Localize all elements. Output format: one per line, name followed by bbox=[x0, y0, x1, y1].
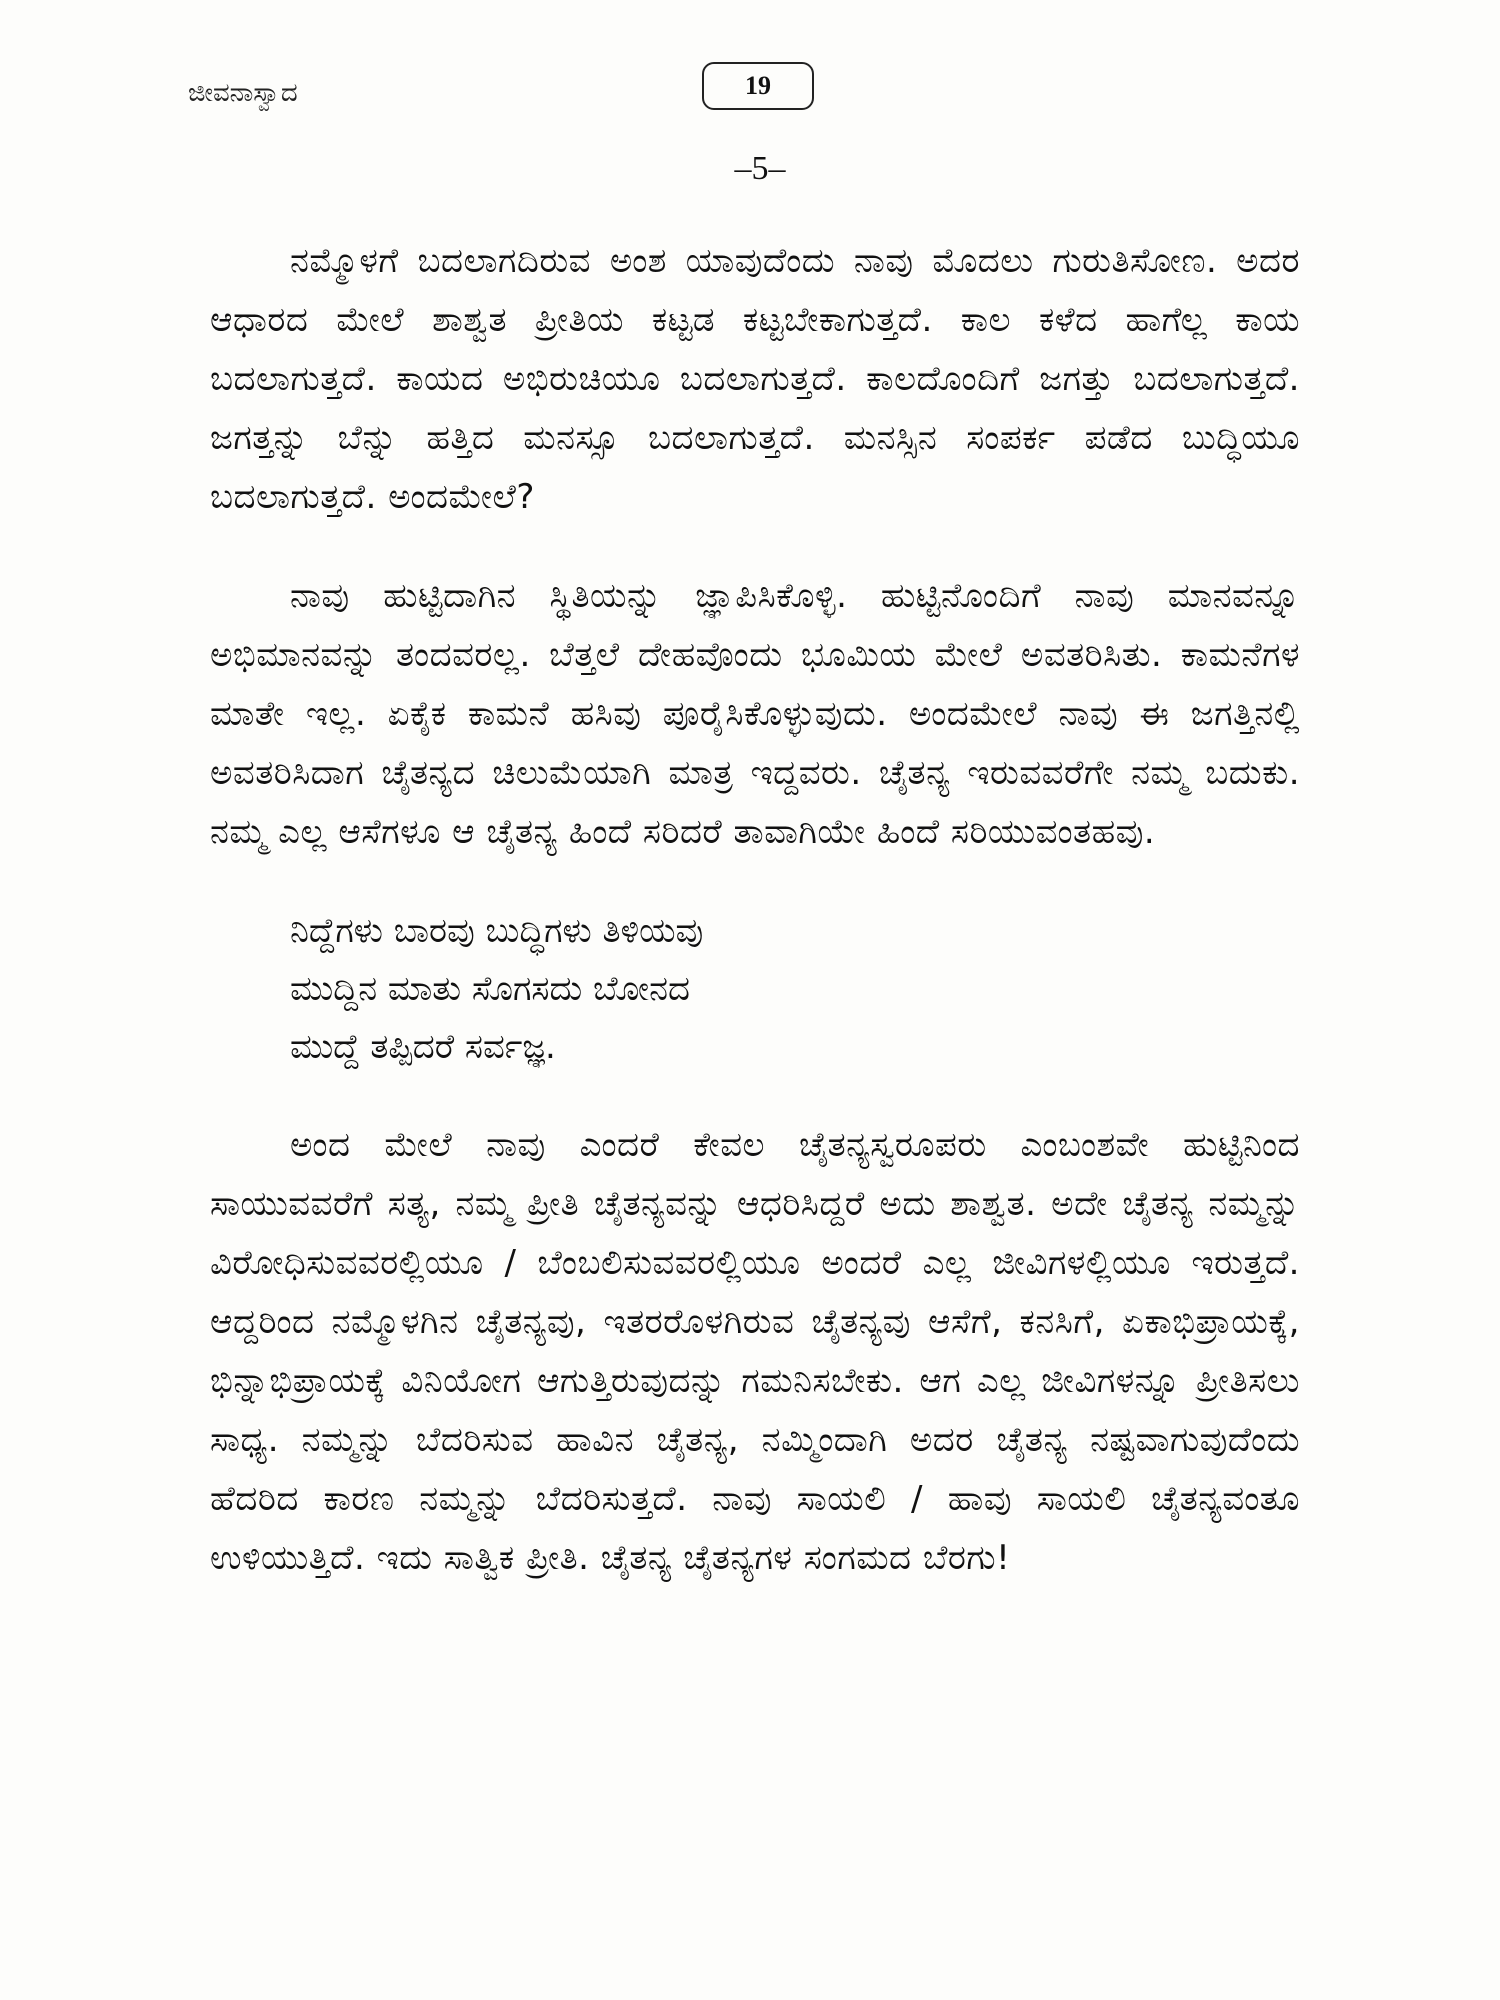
chapter-number: –5– bbox=[734, 150, 786, 187]
running-title: ಜೀವನಾಸ್ವಾದ bbox=[188, 78, 298, 108]
paragraph-3: ಅಂದ ಮೇಲೆ ನಾವು ಎಂದರೆ ಕೇವಲ ಚೈತನ್ಯಸ್ವರೂಪರು ಎಂಬಂಶವೇ ಹುಟ್ಟಿನಿಂದ ಸಾಯುವವರೆಗೆ ಸತ್ಯ, ನಮ್ಮ ಪ್ರೀತಿ ಚೈತನ್ಯವನ್ನು ಆಧರಿಸಿದ್ದರೆ ಅದು ಶಾಶ್ವತ. ಅದೇ ಚೈತನ್ಯ ನಮ್ಮನ್ನು ವಿರೋಧಿಸುವವರಲ್ಲಿಯೂ / ಬೆಂಬಲಿಸುವವರಲ್ಲಿಯೂ ಅಂದರೆ ಎಲ್ಲ ಜೀವಿಗಳಲ್ಲಿಯೂ ಇರುತ್ತದೆ. ಆದ್ದರಿಂದ ನಮ್ಮೊಳಗಿನ ಚೈತನ್ಯವು, ಇತರರೊಳಗಿರುವ ಚೈತನ್ಯವು ಆಸೆಗೆ, ಕನಸಿಗೆ, ಏಕಾಭಿಪ್ರಾಯಕ್ಕೆ, ಭಿನ್ನಾಭಿಪ್ರಾಯಕ್ಕೆ ವಿನಿಯೋಗ ಆಗುತ್ತಿರುವುದನ್ನು ಗಮನಿಸಬೇಕು. ಆಗ ಎಲ್ಲ ಜೀವಿಗಳನ್ನೂ ಪ್ರೀತಿಸಲು ಸಾಧ್ಯ. ನಮ್ಮನ್ನು ಬೆದರಿಸುವ ಹಾವಿನ ಚೈತನ್ಯ, ನಮ್ಮಿಂದಾಗಿ ಅದರ ಚೈತನ್ಯ ನಷ್ಟವಾಗುವುದೆಂದು ಹೆದರಿದ ಕಾರಣ ನಮ್ಮನ್ನು ಬೆದರಿಸುತ್ತದೆ. ನಾವು ಸಾಯಲಿ / ಹಾವು ಸಾಯಲಿ ಚೈತನ್ಯವಂತೂ ಉಳಿಯುತ್ತಿದೆ. ಇದು ಸಾತ್ವಿಕ ಪ್ರೀತಿ. ಚೈತನ್ಯ ಚೈತನ್ಯಗಳ ಸಂಗಮದ ಬೆರಗು! bbox=[210, 1125, 1300, 1578]
paragraph-2: ನಾವು ಹುಟ್ಟಿದಾಗಿನ ಸ್ಥಿತಿಯನ್ನು ಜ್ಞಾಪಿಸಿಕೊಳ್ಳಿ. ಹುಟ್ಟಿನೊಂದಿಗೆ ನಾವು ಮಾನವನ್ನೂ ಅಭಿಮಾನವನ್ನು ತಂದವರಲ್ಲ. ಬೆತ್ತಲೆ ದೇಹವೊಂದು ಭೂಮಿಯ ಮೇಲೆ ಅವತರಿಸಿತು. ಕಾಮನೆಗಳ ಮಾತೇ ಇಲ್ಲ. ಏಕೈಕ ಕಾಮನೆ ಹಸಿವು ಪೂರೈಸಿಕೊಳ್ಳುವುದು. ಅಂದಮೇಲೆ ನಾವು ಈ ಜಗತ್ತಿನಲ್ಲಿ ಅವತರಿಸಿದಾಗ ಚೈತನ್ಯದ ಚಿಲುಮೆಯಾಗಿ ಮಾತ್ರ ಇದ್ದವರು. ಚೈತನ್ಯ ಇರುವವರೆಗೇ ನಮ್ಮ ಬದುಕು. ನಮ್ಮ ಎಲ್ಲ ಆಸೆಗಳೂ ಆ ಚೈತನ್ಯ ಹಿಂದೆ ಸರಿದರೆ ತಾವಾಗಿಯೇ ಹಿಂದೆ ಸರಿಯುವಂತಹವು. bbox=[210, 576, 1300, 852]
verse-block bbox=[210, 902, 1300, 1076]
body-text bbox=[210, 232, 1300, 1588]
paragraph-1: ನಮ್ಮೊಳಗೆ ಬದಲಾಗದಿರುವ ಅಂಶ ಯಾವುದೆಂದು ನಾವು ಮೊದಲು ಗುರುತಿಸೋಣ. ಅದರ ಆಧಾರದ ಮೇಲೆ ಶಾಶ್ವತ ಪ್ರೀತಿಯ ಕಟ್ಟಡ ಕಟ್ಟಬೇಕಾಗುತ್ತದೆ. ಕಾಲ ಕಳೆದ ಹಾಗೆಲ್ಲ ಕಾಯ ಬದಲಾಗುತ್ತದೆ. ಕಾಯದ ಅಭಿರುಚಿಯೂ ಬದಲಾಗುತ್ತದೆ. ಕಾಲದೊಂದಿಗೆ ಜಗತ್ತು ಬದಲಾಗುತ್ತದೆ. ಜಗತ್ತನ್ನು ಬೆನ್ನು ಹತ್ತಿದ ಮನಸ್ಸೂ ಬದಲಾಗುತ್ತದೆ. ಮನಸ್ಸಿನ ಸಂಪರ್ಕ ಪಡೆದ ಬುದ್ಧಿಯೂ ಬದಲಾಗುತ್ತದೆ. ಅಂದಮೇಲೆ? bbox=[210, 241, 1300, 517]
page-number bbox=[702, 62, 814, 110]
page-number-text: 19 bbox=[745, 71, 771, 100]
verse-line-2: ಮುದ್ದಿನ ಮಾತು ಸೊಗಸದು ಬೋನದ bbox=[290, 969, 690, 1009]
verse-line-1: ನಿದ್ದೆಗಳು ಬಾರವು ಬುದ್ಧಿಗಳು ತಿಳಿಯವು bbox=[290, 911, 704, 951]
verse-line-3: ಮುದ್ದೆ ತಪ್ಪಿದರೆ ಸರ್ವಜ್ಞ. bbox=[290, 1027, 556, 1067]
